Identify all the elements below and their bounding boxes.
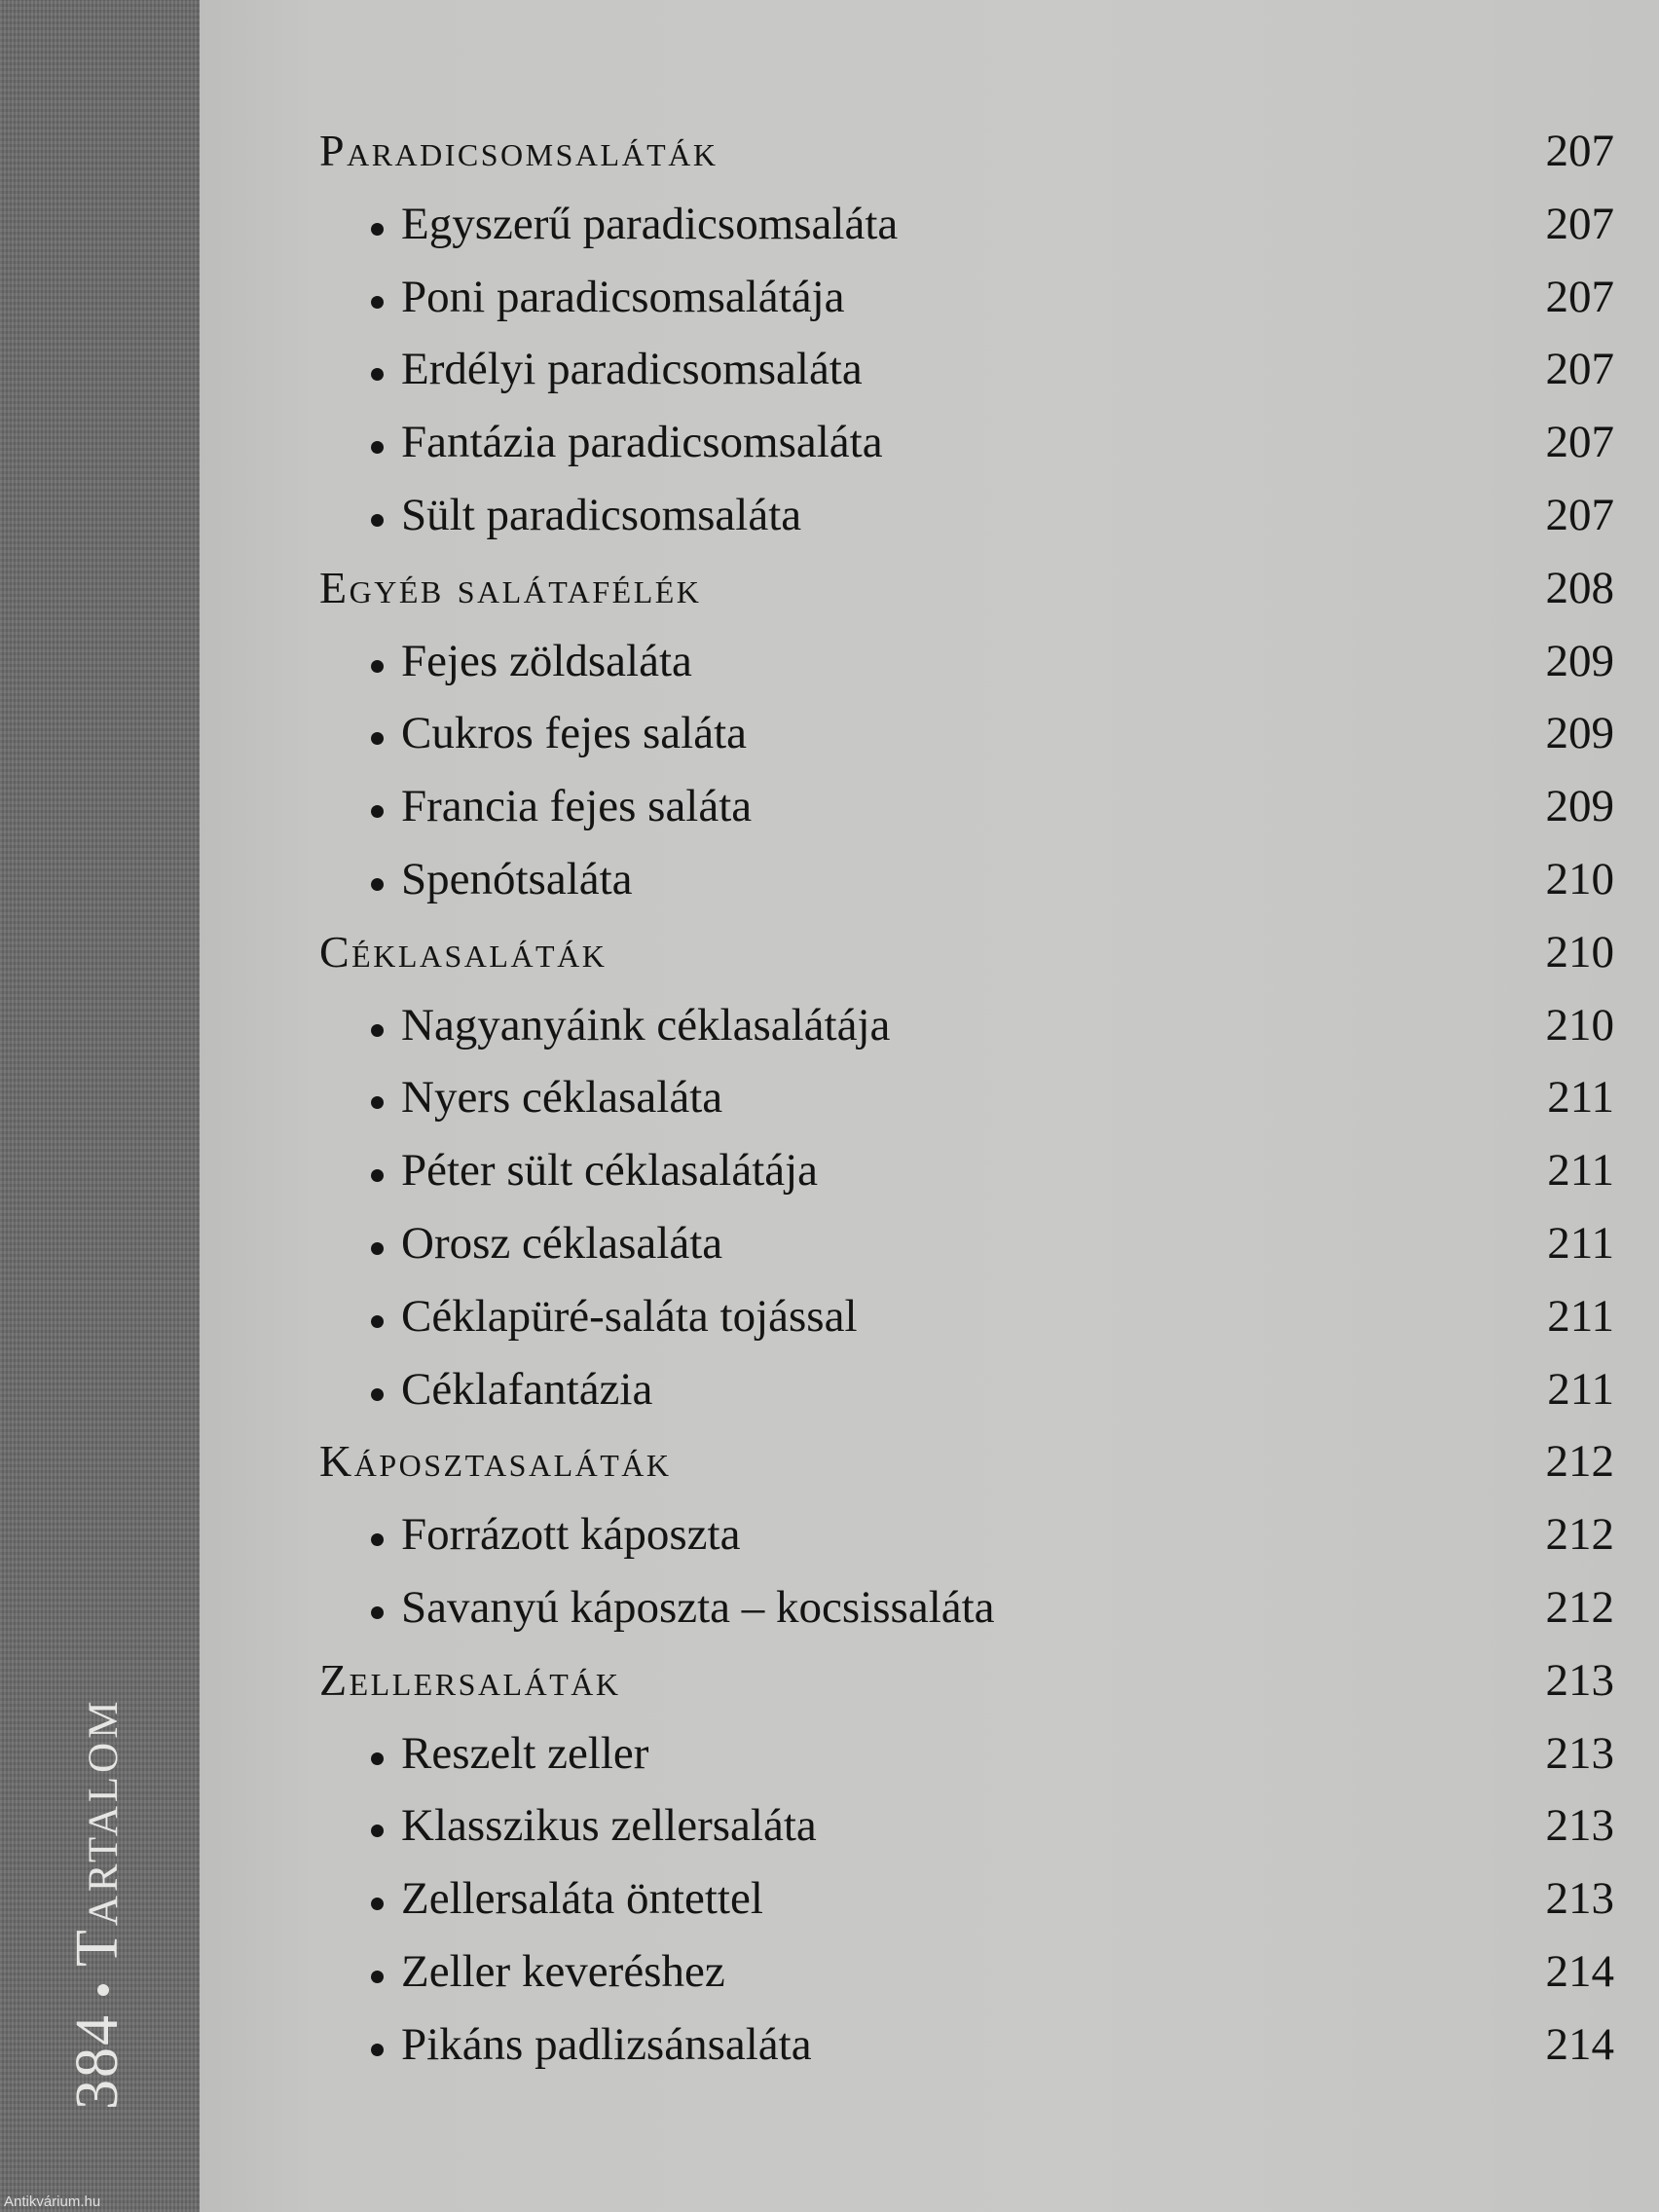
- toc-item-row: [319, 770, 1614, 843]
- toc-page-number: 213: [1545, 1727, 1614, 1779]
- toc-section-title: Káposztasaláták: [319, 1436, 672, 1487]
- toc-page-number: 211: [1547, 1217, 1614, 1269]
- toc-page-number: 211: [1547, 1145, 1614, 1197]
- toc-item-row: [319, 188, 1614, 261]
- toc-item-title: Céklapüré-saláta tojással: [401, 1290, 858, 1342]
- toc-item-title: Nagyanyáink céklasalátája: [401, 999, 891, 1051]
- toc-page-number: 214: [1545, 2018, 1614, 2070]
- toc-item-title: Sült paradicsomsaláta: [401, 489, 802, 540]
- toc-section-title: Egyéb salátafélék: [319, 562, 702, 612]
- bullet-icon: [371, 805, 384, 818]
- toc-page-number: 211: [1547, 1290, 1614, 1342]
- spine-label-text: [58, 1698, 136, 2110]
- toc-item-row: [319, 261, 1614, 334]
- toc-item-row: [319, 1134, 1614, 1207]
- toc-item-title: Nyers céklasaláta: [401, 1072, 723, 1124]
- bullet-icon: [371, 732, 384, 745]
- toc-item-title: Klasszikus zellersaláta: [401, 1800, 817, 1852]
- toc-item-row: [319, 1207, 1614, 1280]
- toc-item-title: Fejes zöldsaláta: [401, 635, 692, 686]
- toc-item-row: [319, 989, 1614, 1062]
- toc-item-row: [319, 1280, 1614, 1353]
- toc-item-title: Péter sült céklasalátája: [401, 1145, 819, 1197]
- toc-item-row: [319, 406, 1614, 479]
- toc-page-number: 213: [1545, 1873, 1614, 1925]
- bullet-icon: [371, 1752, 384, 1765]
- toc-section-title: Paradicsomsaláták: [319, 126, 719, 175]
- toc-page-number: 207: [1545, 417, 1614, 468]
- toc-section-title: Céklasaláták: [319, 926, 608, 977]
- spine-bullet-icon: [97, 1984, 109, 1996]
- toc-item-title: Orosz céklasaláta: [401, 1217, 723, 1269]
- bullet-icon: [371, 1242, 384, 1255]
- toc-item-title: Francia fejes saláta: [401, 781, 753, 832]
- bullet-icon: [371, 1606, 384, 1619]
- toc-page-number: 207: [1545, 489, 1614, 540]
- toc-page-number: 210: [1545, 853, 1614, 904]
- toc-page-number: 213: [1545, 1654, 1614, 1706]
- toc-page-number: 210: [1545, 926, 1614, 977]
- toc-item-title: Zeller keveréshez: [401, 1945, 725, 1997]
- toc-page-number: 209: [1545, 635, 1614, 686]
- toc-item-row: [319, 2009, 1614, 2082]
- toc-item-row: [319, 697, 1614, 770]
- toc-item-row: [319, 1789, 1614, 1862]
- bullet-icon: [371, 1898, 384, 1910]
- toc-item-row: [319, 1717, 1614, 1790]
- toc-section-row: [319, 552, 1614, 625]
- toc-page-number: 213: [1545, 1800, 1614, 1852]
- toc-item-title: Egyszerű paradicsomsaláta: [401, 198, 899, 249]
- toc-item-row: [319, 1353, 1614, 1426]
- bullet-icon: [371, 1825, 384, 1837]
- toc-item-row: [319, 843, 1614, 916]
- toc-page-number: 207: [1545, 344, 1614, 395]
- toc-page-number: 214: [1545, 1945, 1614, 1997]
- bullet-icon: [371, 1024, 384, 1037]
- toc-item-title: Céklafantázia: [401, 1363, 653, 1415]
- toc-page-number: 207: [1545, 271, 1614, 322]
- toc-item-row: [319, 1061, 1614, 1134]
- toc-page-number: 212: [1545, 1581, 1614, 1633]
- toc-page-number: 212: [1545, 1436, 1614, 1488]
- bullet-icon: [371, 223, 384, 236]
- toc-item-row: [319, 1862, 1614, 1936]
- bullet-icon: [371, 296, 384, 309]
- toc-item-row: [319, 1571, 1614, 1644]
- bullet-icon: [371, 2044, 384, 2056]
- spine-section-label: Tartalom: [64, 1697, 130, 1967]
- bullet-icon: [371, 368, 384, 381]
- toc-page-number: 212: [1545, 1509, 1614, 1561]
- toc-item-row: [319, 1498, 1614, 1571]
- toc-page-number: 211: [1547, 1072, 1614, 1124]
- bullet-icon: [371, 1169, 384, 1182]
- bullet-icon: [371, 878, 384, 891]
- spine-label: [58, 1526, 136, 2110]
- bullet-icon: [371, 660, 384, 673]
- toc-page-number: 209: [1545, 781, 1614, 832]
- bullet-icon: [371, 1388, 384, 1401]
- spine-page-number: 384: [64, 2013, 130, 2110]
- toc-section-row: [319, 1644, 1614, 1717]
- toc-item-title: Erdélyi paradicsomsaláta: [401, 344, 863, 395]
- toc-item-row: [319, 333, 1614, 406]
- table-of-contents: [319, 115, 1614, 2082]
- bullet-icon: [371, 1315, 384, 1328]
- toc-item-title: Forrázott káposzta: [401, 1509, 741, 1561]
- toc-item-row: [319, 625, 1614, 698]
- toc-item-row: [319, 1936, 1614, 2009]
- toc-page-number: 211: [1547, 1363, 1614, 1415]
- toc-item-title: Zellersaláta öntettel: [401, 1873, 763, 1925]
- toc-item-row: [319, 479, 1614, 552]
- watermark: Antikvárium.hu: [4, 2194, 101, 2210]
- bullet-icon: [371, 441, 384, 454]
- bullet-icon: [371, 1971, 384, 1983]
- toc-page-number: 207: [1545, 198, 1614, 249]
- toc-item-title: Pikáns padlizsánsaláta: [401, 2018, 812, 2070]
- toc-page-number: 209: [1545, 708, 1614, 759]
- toc-item-title: Fantázia paradicsomsaláta: [401, 417, 883, 468]
- toc-section-row: [319, 115, 1614, 188]
- toc-section-row: [319, 916, 1614, 989]
- bullet-icon: [371, 1096, 384, 1109]
- bullet-icon: [371, 514, 384, 527]
- toc-page-number: 210: [1545, 999, 1614, 1051]
- bullet-icon: [371, 1533, 384, 1546]
- toc-item-title: Poni paradicsomsalátája: [401, 271, 845, 322]
- toc-page-number: 208: [1545, 562, 1614, 613]
- toc-item-title: Savanyú káposzta – kocsissaláta: [401, 1581, 995, 1633]
- toc-item-title: Spenótsaláta: [401, 853, 633, 904]
- toc-section-title: Zellersaláták: [319, 1654, 621, 1705]
- book-spine: [0, 0, 200, 2212]
- toc-item-title: Reszelt zeller: [401, 1727, 649, 1779]
- toc-item-title: Cukros fejes saláta: [401, 708, 748, 759]
- toc-section-row: [319, 1425, 1614, 1498]
- toc-page-number: 207: [1545, 126, 1614, 176]
